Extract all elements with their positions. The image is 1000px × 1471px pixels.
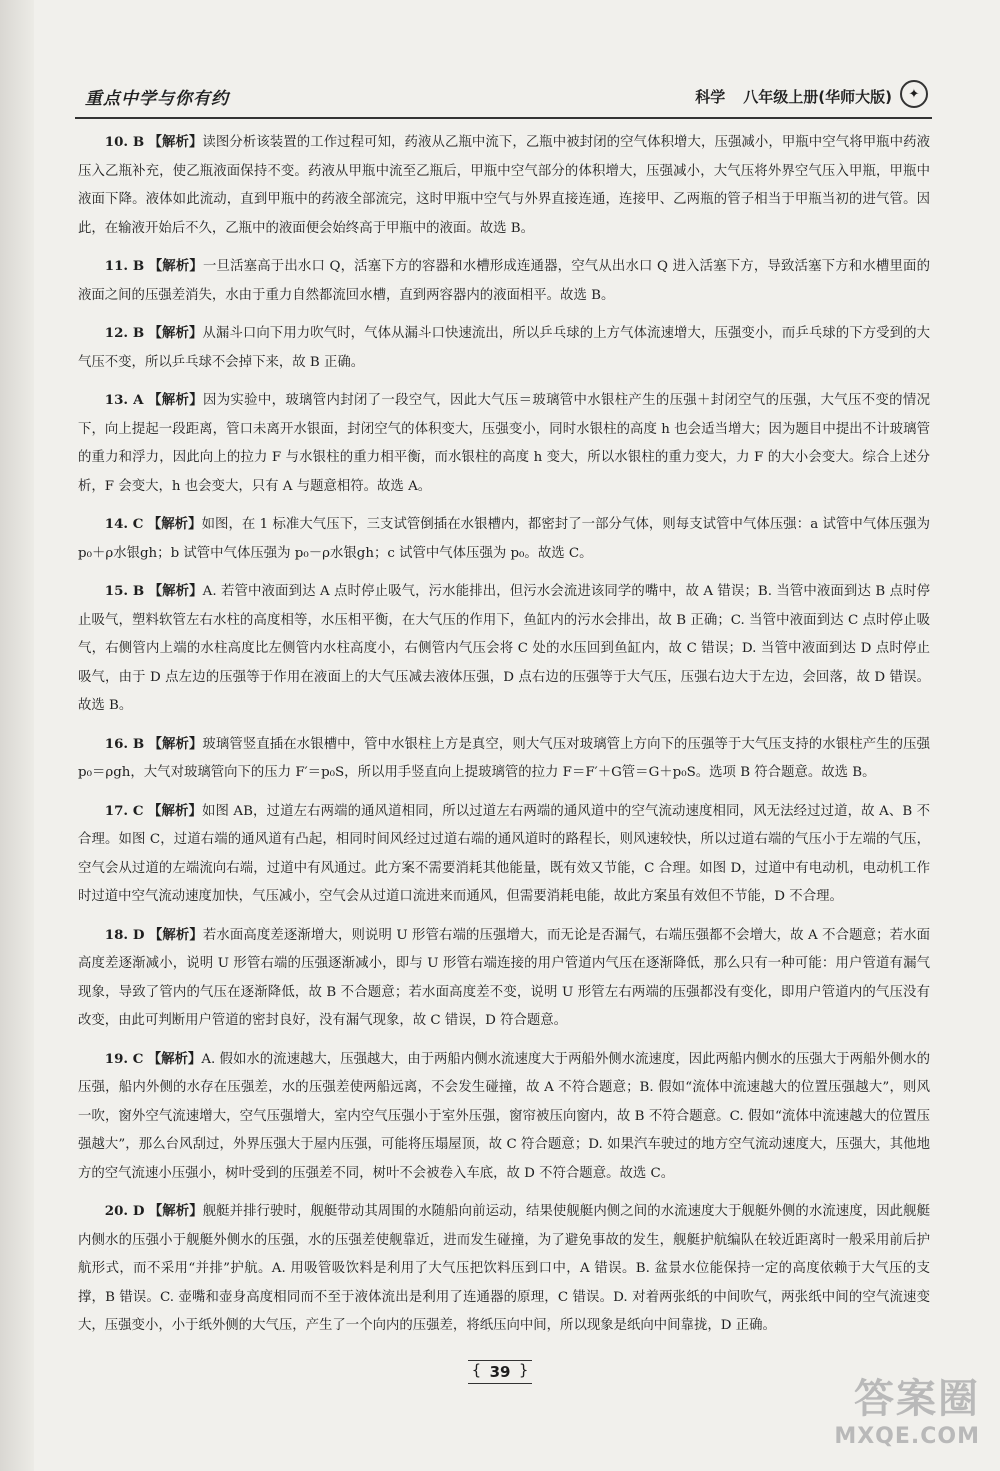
answer-number: 16. B [104, 735, 145, 752]
answer-item [78, 319, 930, 377]
answer-number: 11. B [104, 258, 145, 274]
answer-number: 18. D [104, 926, 145, 943]
grade-label: 八年级上册(华师大版) [743, 88, 892, 106]
answer-number: 15. B [104, 583, 145, 599]
answer-number: 19. C [104, 1050, 144, 1067]
answer-item [78, 730, 930, 788]
analysis-tag: 【解析】 [148, 258, 203, 274]
answer-item [78, 921, 930, 1036]
answer-item [78, 386, 930, 501]
answer-item [78, 128, 930, 243]
watermark [790, 1367, 980, 1459]
answer-item [78, 510, 930, 568]
answer-list [78, 128, 930, 1350]
page-edge [0, 0, 34, 1471]
subject-label [677, 86, 892, 107]
page-number: { 39 } [468, 1360, 533, 1384]
analysis-tag: 【解析】 [148, 735, 203, 752]
subject-name: 科学 [695, 88, 726, 106]
analysis-tag: 【解析】 [147, 1050, 202, 1067]
analysis-tag: 【解析】 [147, 516, 202, 532]
emblem-icon: ✦ [900, 80, 928, 108]
analysis-tag: 【解析】 [148, 134, 203, 150]
analysis-tag: 【解析】 [148, 583, 203, 599]
header-rule [75, 117, 932, 119]
analysis-tag: 【解析】 [148, 1203, 203, 1219]
analysis-tag: 【解析】 [148, 926, 203, 943]
answer-text: A. 假如水的流速越大，压强越大，由于两船内侧水流速度大于两船外侧水流速度，因此两船内侧水的压强大于两船外侧水的压强，船内外侧的水存在压强差，水的压强差使两船远离，不会发生碰撞，故 A 不符合题意；B. 假如“流体中流速越大的位置压强越大”，则风一吹，窗外空气流速增大，空气压强增大，室内空气压强小于室外压强，窗帘被压向窗内，故 B 不符合题意。C. 假如“流体中流速越大的位置压强越大”，那么台风刮过，外界压强大于屋内压强，可能将压塌屋顶，故 C 符合题意；D. 如果汽车驶过的地方空气流动速度大，压强大，其他地方的空气流速小压强小，树叶受到的压强差不同，树叶不会被卷入车底，故 D 不符合题意。故选 C。 [78, 1051, 930, 1181]
answer-text: 如图，在 1 标准大气压下，三支试管倒插在水银槽内，都密封了一部分气体，则每支试管中气体压强：a 试管中气体压强为 p₀＋ρ水银gh；b 试管中气体压强为 p₀－ρ水银gh；c 试管中气体压强为 p₀。故选 C。 [78, 517, 930, 561]
answer-text: 如图 AB，过道左右两端的通风道相同，所以过道左右两端的通风道中的空气流动速度相同，风无法经过过道，故 A、B 不合理。如图 C，过道右端的通风道有凸起，相同时间风经过过道右端的通风道时的路程长，则风速较快，所以过道右端的气压小于左端的气压，空气会从过道的左端流向右端，过道中有风通过。此方案不需要消耗其他能量，既有效又节能，C 合理。如图 D，过道中有电动机，电动机工作时过道中空气流动速度加快，气压减小，空气会从过道口流进来而通风，但需要消耗电能，故此方案虽有效但不节能，D 不合理。 [78, 803, 930, 904]
book-brand: 重点中学与你有约 [85, 89, 229, 109]
answer-number: 13. A [104, 392, 144, 408]
analysis-tag: 【解析】 [148, 392, 203, 408]
answer-number: 20. D [104, 1203, 145, 1219]
analysis-tag: 【解析】 [148, 325, 203, 341]
answer-item [78, 1045, 930, 1189]
watermark-text: 答案圈 [854, 1376, 980, 1422]
answer-text: 玻璃管竖直插在水银槽中，管中水银柱上方是真空，则大气压对玻璃管上方向下的压强等于大气压支持的水银柱产生的压强 p₀＝ρgh，大气对玻璃管向下的压力 F′＝p₀S，所以用手竖直向上提玻璃管的拉力 F＝F′＋G管＝G＋p₀S。选项 B 符合题意。故选 B。 [78, 736, 931, 780]
page-header [75, 84, 932, 114]
answer-text: 一旦活塞高于出水口 Q，活塞下方的容器和水槽形成连通器，空气从出水口 Q 进入活塞下方，导致活塞下方和水槽里面的液面之间的压强差消失，水由于重力自然都流回水槽，直到两容器内的液面相平。故选 B。 [78, 259, 930, 303]
answer-text: 从漏斗口向下用力吹气时，气体从漏斗口快速流出，所以乒乓球的上方气体流速增大，压强变小，而乒乓球的下方受到的大气压不变，所以乒乓球不会掉下来，故 B 正确。 [78, 326, 931, 370]
answer-number: 12. B [104, 325, 145, 341]
watermark-url: MXQE.COM [834, 1424, 980, 1449]
answer-item [78, 797, 930, 912]
analysis-tag: 【解析】 [147, 802, 202, 819]
answer-item [78, 577, 930, 721]
answer-text: 若水面高度差逐渐增大，则说明 U 形管右端的压强增大，而无论是否漏气，右端压强都不会增大，故 A 不合题意；若水面高度差逐渐减小，说明 U 形管右端的压强逐渐减小，即与 U 形管右端连接的用户管道内气压在逐渐降低，那么只有一种可能：用户管道有漏气现象，导致了管内的气压在逐渐降低，故 B 不合题意；若水面高度差不变，说明 U 形管左右两端的压强都没有变化，即用户管道内的气压没有改变，由此可判断用户管道的密封良好，没有漏气现象，故 C 错误，D 符合题意。 [78, 927, 930, 1028]
answer-text: 读图分析该装置的工作过程可知，药液从乙瓶中流下，乙瓶中被封闭的空气体积增大，压强减小，甲瓶中空气将甲瓶中药液压入乙瓶补充，使乙瓶液面保持不变。药液从甲瓶中流至乙瓶后，甲瓶中空气部分的体积增大，压强减小，大气压将外界空气压入甲瓶，甲瓶中液面下降。液体如此流动，直到甲瓶中的药液全部流完，这时甲瓶中空气与外界直接连通，连接甲、乙两瓶的管子相当于甲瓶当初的进气管。因此，在输液开始后不久，乙瓶中的液面便会始终高于甲瓶中的液面。故选 B。 [78, 135, 931, 236]
answer-text: 舰艇并排行驶时，舰艇带动其周围的水随船向前运动，结果使舰艇内侧之间的水流速度大于舰艇外侧的水流速度，因此舰艇内侧水的压强小于舰艇外侧水的压强，水的压强差使舰靠近，进而发生碰撞，为了避免事故的发生，舰艇护航编队在较近距离时一般采用前后护航形式，而不采用“并排”护航。A. 用吸管吸饮料是利用了大气压把饮料压到口中，A 错误。B. 盆景水位能保持一定的高度依赖于大气压的支撑，B 错误。C. 壶嘴和壶身高度相同而不至于液体流出是利用了连通器的原理，C 错误。D. 对着两张纸的中间吹气，两张纸中间的空气流速变大，压强变小，小于纸外侧的大气压，产生了一个向内的压强差，将纸压向中间，所以现象是纸向中间靠拢，D 正确。 [78, 1204, 931, 1333]
answer-text: A. 若管中液面到达 A 点时停止吸气，污水能排出，但污水会流进该同学的嘴中，故 A 错误；B. 当管中液面到达 B 点时停止吸气，塑料软管左右水柱的高度相等，水压相平衡，在大气压的作用下，鱼缸内的污水会排出，故 B 正确；C. 当管中液面到达 C 点时停止吸气，右侧管内上端的水柱高度比左侧管内水柱高度小，右侧管内气压会将 C 处的水压回到鱼缸内，故 C 错误；D. 当管中液面到达 D 点时停止吸气，由于 D 点左边的压强等于作用在液面上的大气压减去液体压强，D 点右边的压强等于大气压，压强右边大于左边，会回落，故 D 错误。故选 B。 [78, 584, 930, 713]
answer-number: 10. B [104, 134, 145, 150]
answer-text: 因为实验中，玻璃管内封闭了一段空气，因此大气压＝玻璃管中水银柱产生的压强＋封闭空气的压强，大气压不变的情况下，向上提起一段距离，管口未离开水银面，封闭空气的体积变大，压强变小，同时水银柱的高度 h 也会适当增大；因为题目中提出不计玻璃管的重力和浮力，因此向上的拉力 F 与水银柱的重力相平衡，而水银柱的高度 h 变大，所以水银柱的重力变大，力 F 的大小会变大。综合上述分析，F 会变大，h 也会变大，只有 A 与题意相符。故选 A。 [78, 393, 930, 494]
answer-item [78, 252, 930, 310]
answer-item [78, 1197, 930, 1341]
answer-number: 17. C [104, 802, 144, 819]
answer-number: 14. C [104, 516, 144, 532]
